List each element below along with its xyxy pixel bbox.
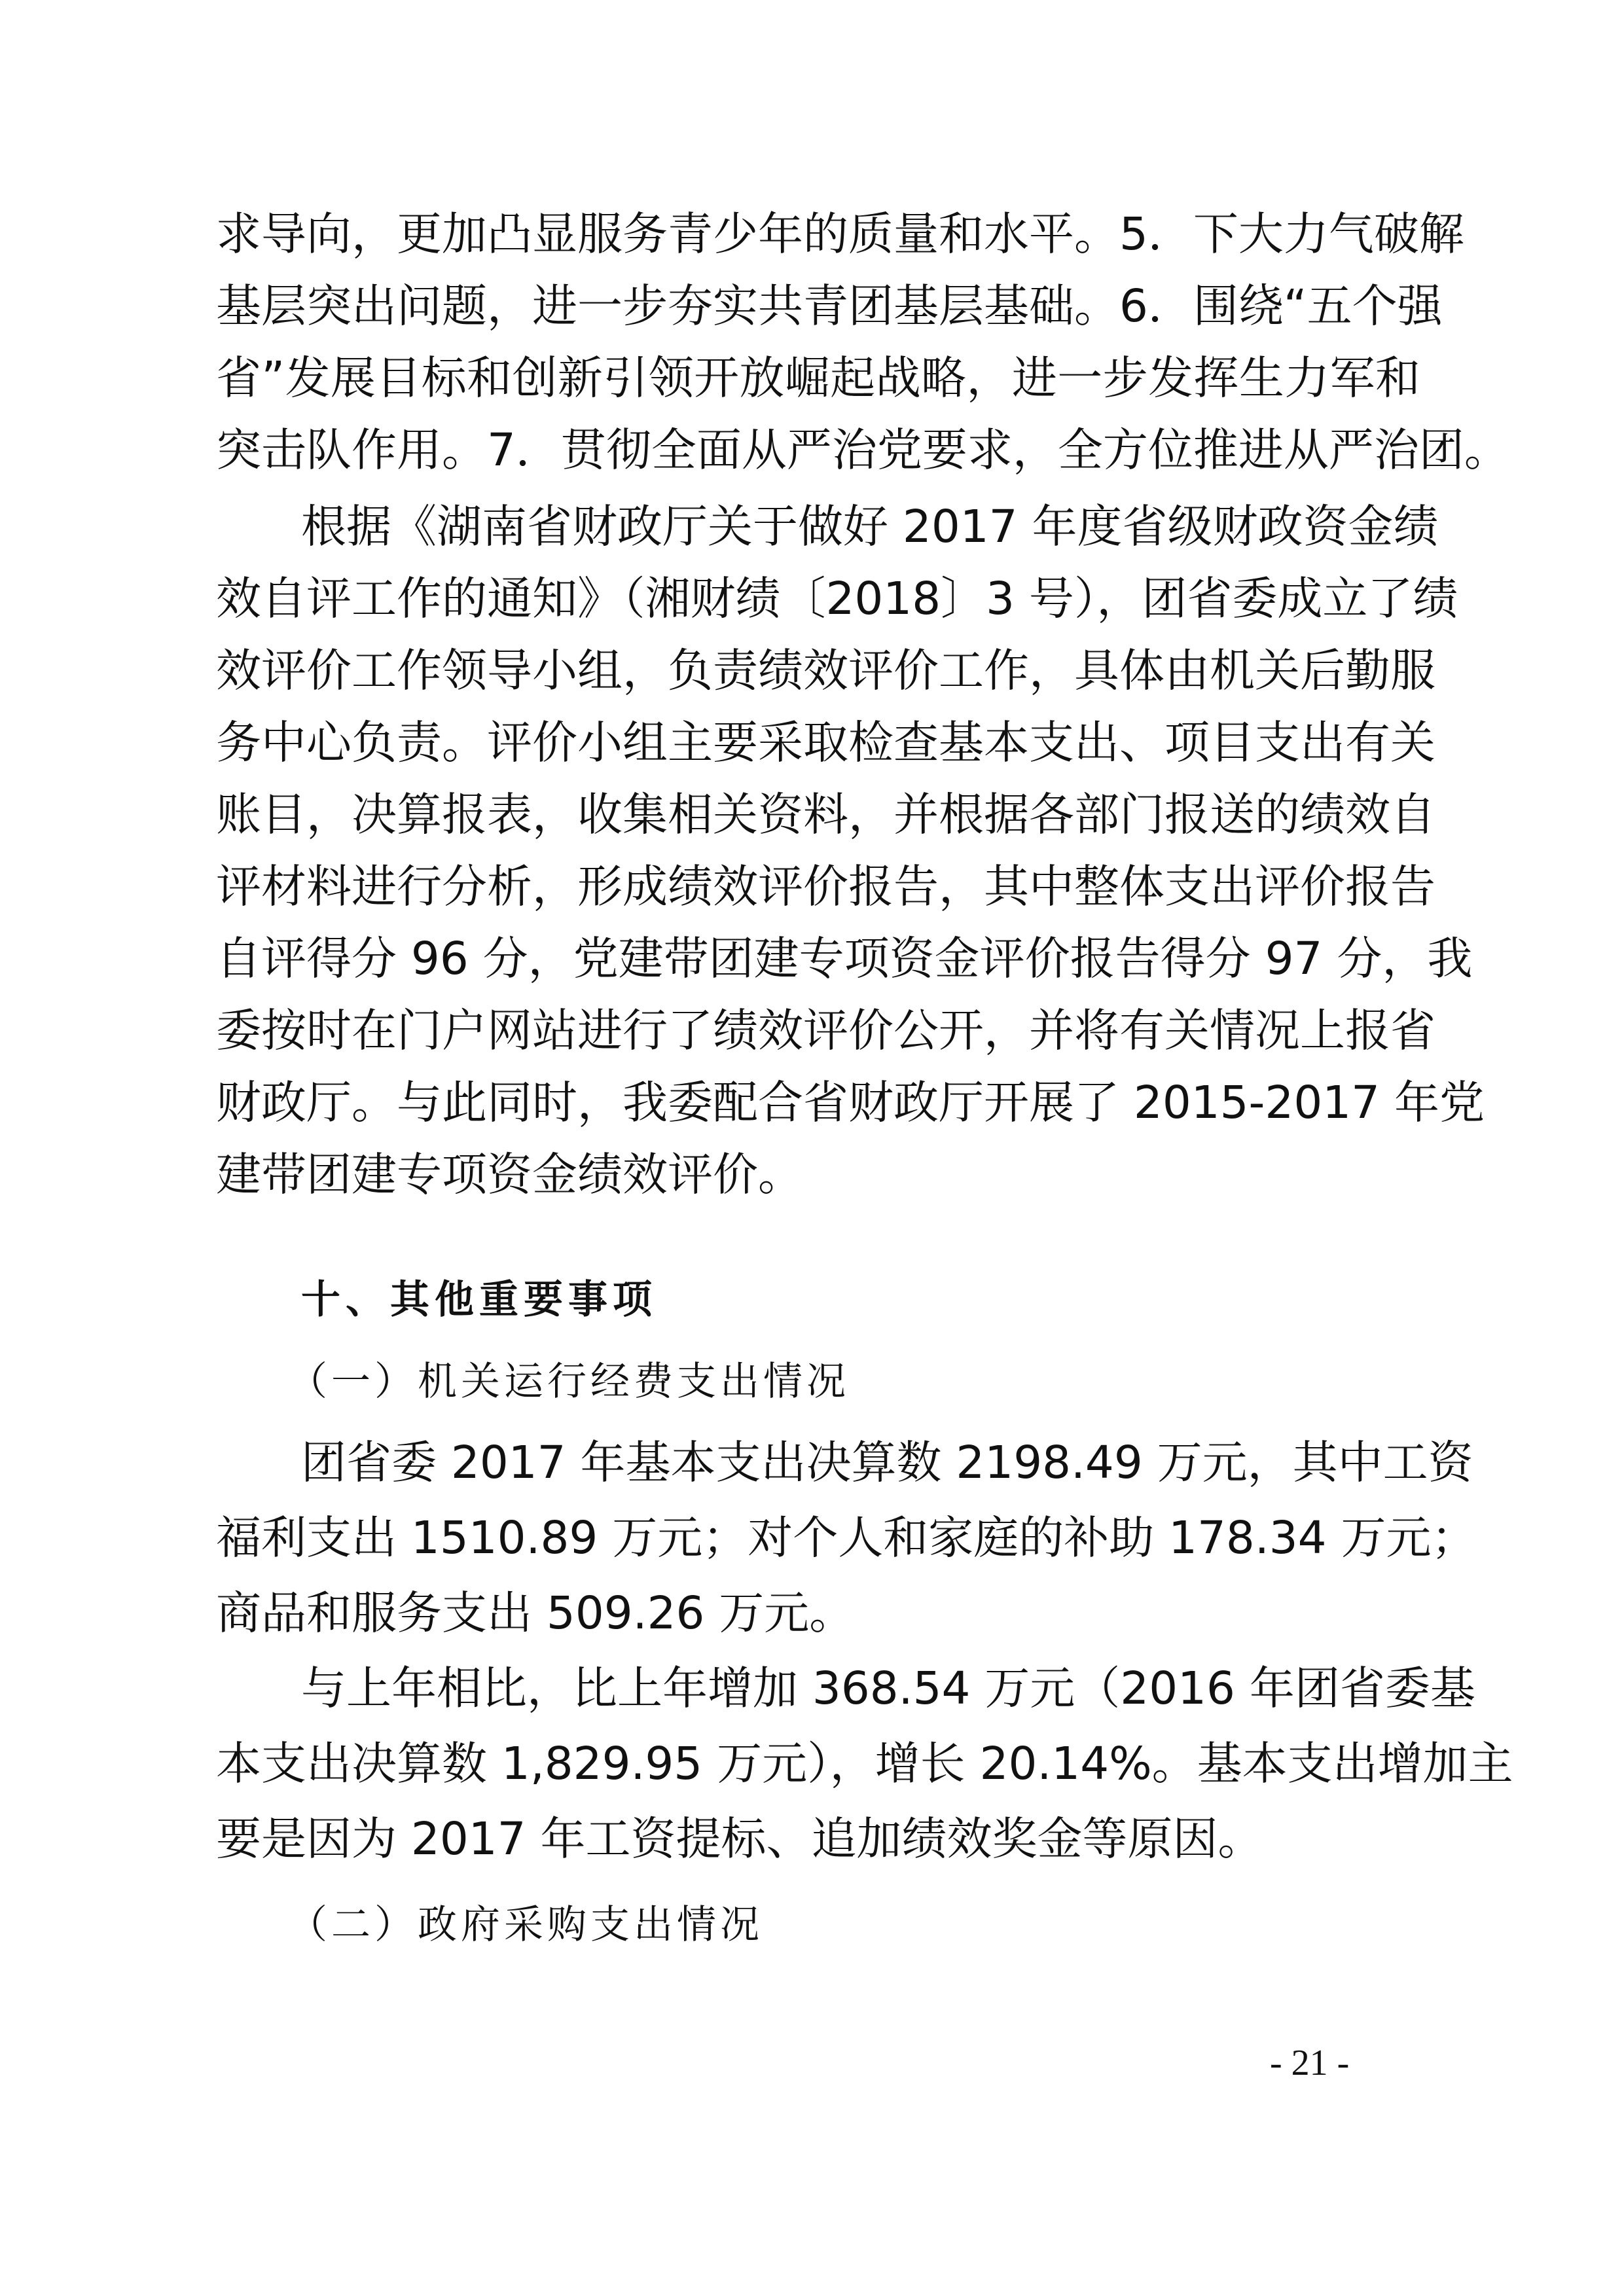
- paragraph-line: 团省委 2017 年基本支出决算数 2198.49 万元，其中工资: [301, 1437, 1473, 1489]
- paragraph-line: 求导向，更加凸显服务青少年的质量和水平。5．下大力气破解: [216, 208, 1464, 260]
- paragraph-line: 商品和服务支出 509.26 万元。: [216, 1587, 855, 1640]
- paragraph-line: 评材料进行分析，形成绩效评价报告，其中整体支出评价报告: [216, 861, 1435, 913]
- paragraph-line: 突击队作用。7．贯彻全面从严治党要求，全方位推进从严治团。: [216, 424, 1509, 476]
- subheading: （二）政府采购支出情况: [288, 1902, 763, 1948]
- subheading: （一）机关运行经费支出情况: [288, 1359, 850, 1405]
- paragraph-line: 根据《湖南省财政厅关于做好 2017 年度省级财政资金绩: [301, 501, 1439, 553]
- paragraph-line: 财政厅。与此同时，我委配合省财政厅开展了 2015-2017 年党: [216, 1077, 1485, 1129]
- paragraph-line: 基层突出问题，进一步夯实共青团基层基础。6．围绕“五个强: [216, 280, 1443, 332]
- paragraph-line: 省”发展目标和创新引领开放崛起战略，进一步发挥生力军和: [216, 352, 1420, 404]
- paragraph-line: 委按时在门户网站进行了绩效评价公开，并将有关情况上报省: [216, 1005, 1435, 1057]
- paragraph-line: 自评得分 96 分，党建带团建专项资金评价报告得分 97 分，我: [216, 933, 1473, 985]
- paragraph-line: 务中心负责。评价小组主要采取检查基本支出、项目支出有关: [216, 717, 1435, 769]
- paragraph-line: 效评价工作领导小组，负责绩效评价工作，具体由机关后勤服: [216, 645, 1435, 697]
- paragraph-line: 建带团建专项资金绩效评价。: [216, 1149, 803, 1201]
- paragraph-line: 效自评工作的通知》（湘财绩〔2018〕3 号），团省委成立了绩: [216, 573, 1458, 625]
- page-number: - 21 -: [1270, 2043, 1350, 2083]
- paragraph-line: 账目，决算报表，收集相关资料，并根据各部门报送的绩效自: [216, 789, 1435, 841]
- paragraph-line: 与上年相比，比上年增加 368.54 万元（2016 年团省委基: [301, 1662, 1475, 1715]
- paragraph-line: 要是因为 2017 年工资提标、追加绩效奖金等原因。: [216, 1813, 1263, 1865]
- paragraph-line: 本支出决算数 1,829.95 万元），增长 20.14%。基本支出增加主: [216, 1738, 1513, 1790]
- paragraph-line: 福利支出 1510.89 万元；对个人和家庭的补助 178.34 万元；: [216, 1512, 1477, 1564]
- section-heading: 十、其他重要事项: [301, 1277, 657, 1323]
